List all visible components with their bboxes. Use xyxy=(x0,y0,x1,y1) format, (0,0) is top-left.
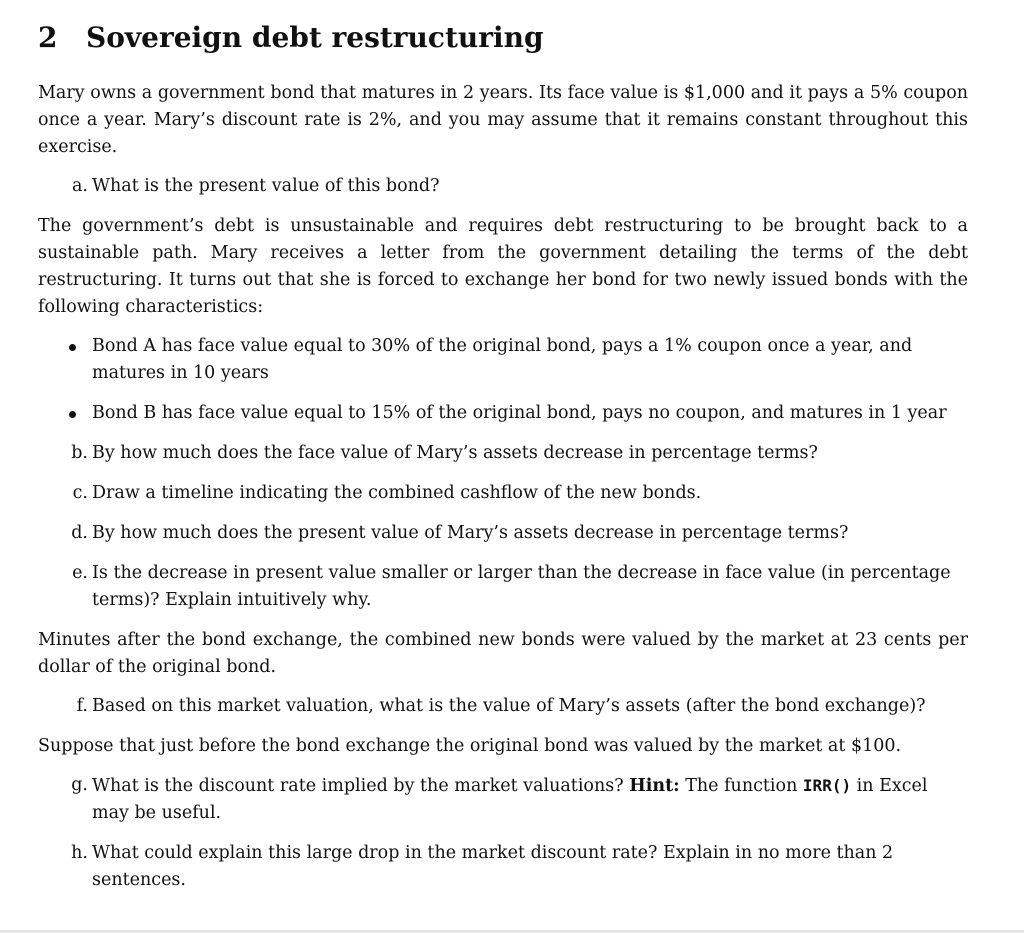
question-label: c. xyxy=(72,483,88,503)
question-g xyxy=(71,772,968,827)
intro-paragraph: Mary owns a government bond that matures in 2 years. Its face value is $1,000 and it pays a 5% coupon once a year. Mary’s discount rate is 2%, and you may assume that it remains constant throughout this exercise. xyxy=(38,83,968,157)
question-label: g. xyxy=(71,775,88,795)
question-text: Is the decrease in present value smaller or larger than the decrease in face value (in percentage terms)? Explain intuitively why. xyxy=(92,563,951,610)
question-list-gh xyxy=(38,772,968,894)
question-label: h. xyxy=(71,843,88,863)
section-title: Sovereign debt restructuring xyxy=(86,21,544,54)
section-heading xyxy=(38,18,968,58)
suppose-paragraph: Suppose that just before the bond exchange the original bond was valued by the market at $100. xyxy=(38,736,902,756)
question-text: By how much does the present value of Mary’s assets decrease in percentage terms? xyxy=(92,523,849,543)
question-d xyxy=(71,520,968,547)
question-text-middle: The function xyxy=(685,776,798,796)
bullet-icon xyxy=(69,344,76,351)
question-label: d. xyxy=(71,523,88,543)
bullet-icon xyxy=(69,411,76,418)
question-text-end: in Excel may be useful. xyxy=(92,776,928,823)
question-c xyxy=(72,480,968,507)
question-text: Based on this market valuation, what is the value of Mary’s assets (after the bond exchange)? xyxy=(92,696,926,716)
hint-label: Hint: xyxy=(629,776,680,796)
question-text: Draw a timeline indicating the combined cashflow of the new bonds. xyxy=(92,483,702,503)
question-b xyxy=(71,440,968,467)
question-e xyxy=(72,560,968,614)
bond-text: Bond B has face value equal to 15% of the original bond, pays no coupon, and matures in 1 year xyxy=(92,403,947,423)
question-label: e. xyxy=(72,563,88,583)
question-list-be xyxy=(38,440,968,614)
question-text: By how much does the face value of Mary’s assets decrease in percentage terms? xyxy=(92,443,818,463)
question-label: a. xyxy=(72,176,88,196)
question-label: b. xyxy=(71,443,88,463)
section-number: 2 xyxy=(38,21,58,54)
bond-list xyxy=(38,333,968,427)
bond-item-b xyxy=(92,400,968,427)
question-text: What is the present value of this bond? xyxy=(92,176,440,196)
irr-function-code: IRR() xyxy=(802,776,852,795)
question-f xyxy=(76,693,968,720)
question-list-a xyxy=(38,173,968,200)
restructuring-paragraph: The government’s debt is unsustainable and requires debt restructuring to be brought back to a sustainable path. Mary receives a letter from the government detailing the terms of the debt restructuring. It turns out that she is forced to exchange her bond for two newly issued bonds with the following characteristics: xyxy=(38,216,968,317)
question-text-start: What is the discount rate implied by the market valuations? xyxy=(92,776,624,796)
question-h xyxy=(71,840,968,894)
question-a xyxy=(72,173,968,200)
question-text: What could explain this large drop in the market discount rate? Explain in no more than 2 sentences. xyxy=(92,843,894,890)
bond-item-a xyxy=(92,333,968,387)
question-list-f xyxy=(38,693,968,720)
market-paragraph: Minutes after the bond exchange, the combined new bonds were valued by the market at 23 cents per dollar of the original bond. xyxy=(38,630,968,677)
bond-text: Bond A has face value equal to 30% of the original bond, pays a 1% coupon once a year, and matures in 10 years xyxy=(92,336,913,383)
question-label: f. xyxy=(76,696,88,716)
